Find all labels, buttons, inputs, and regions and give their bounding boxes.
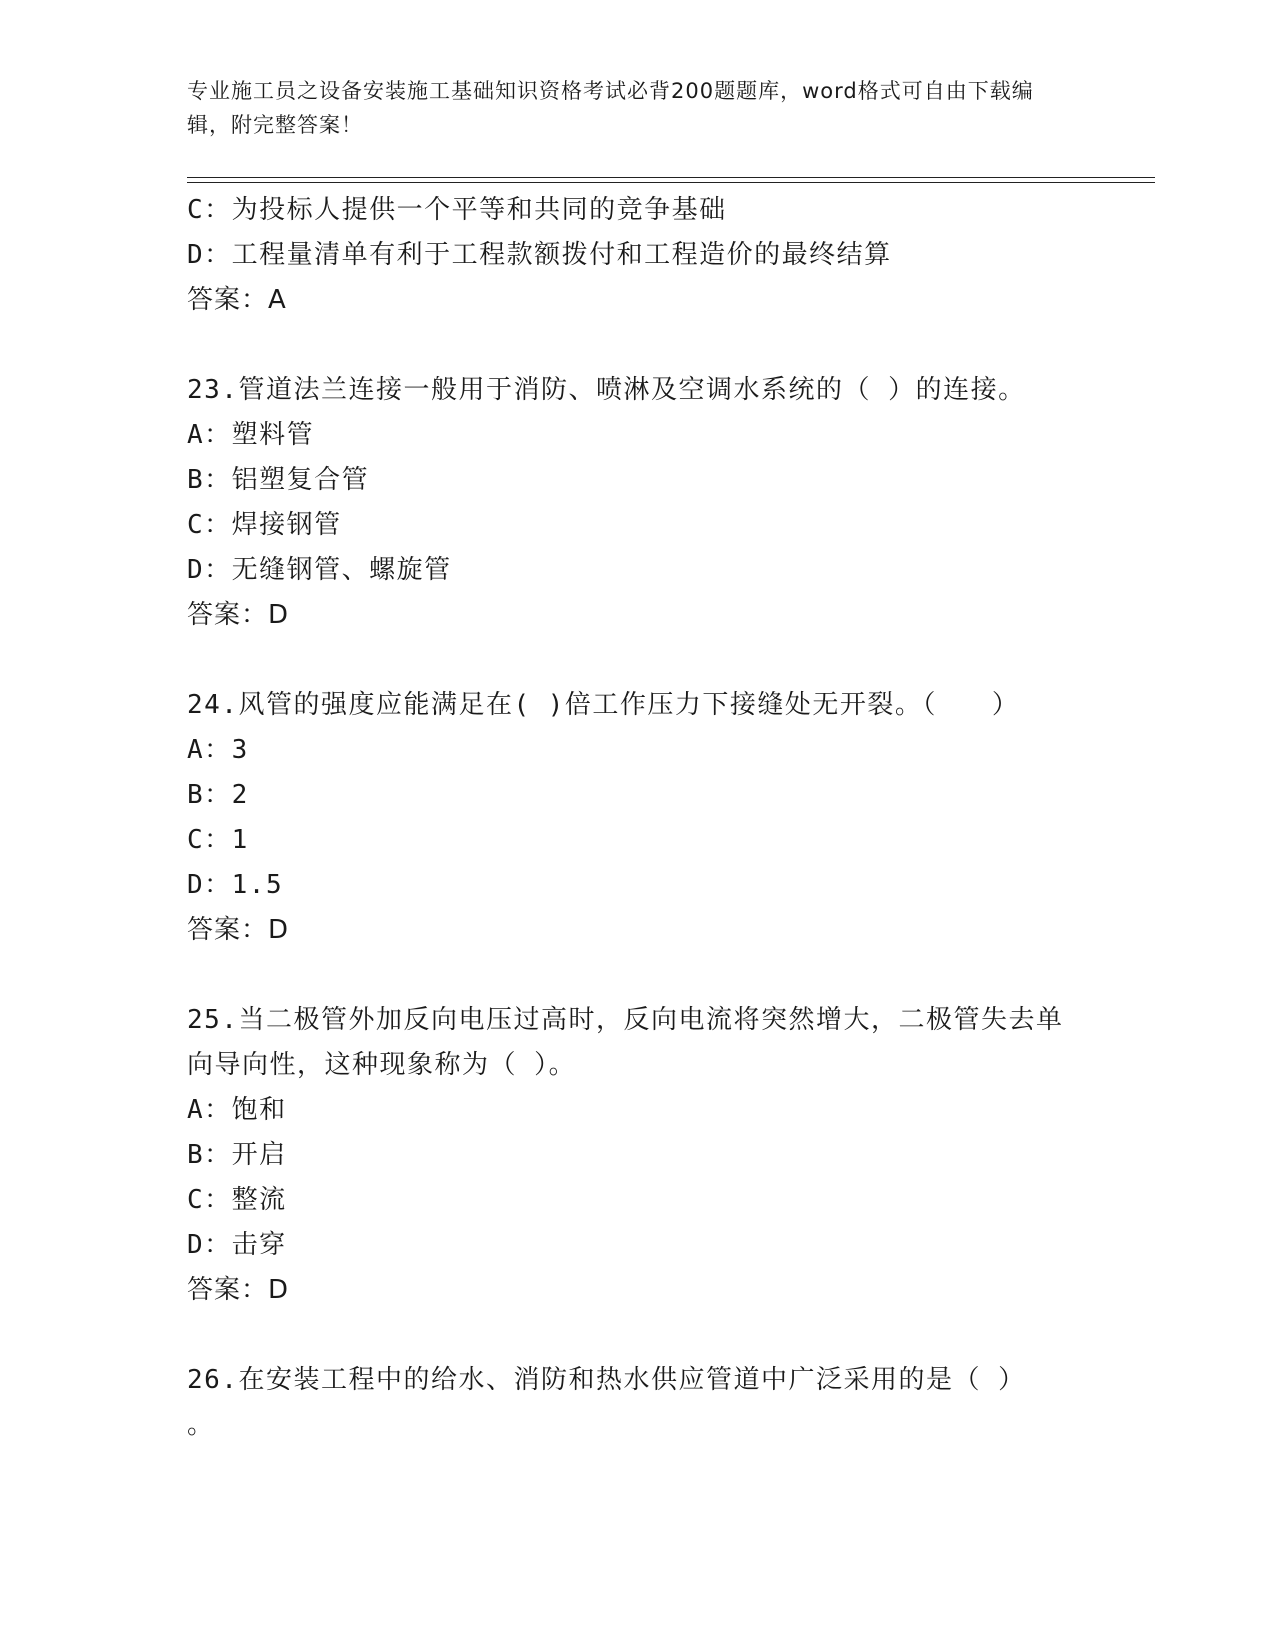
option-c: [187, 1178, 1087, 1223]
option-label: C：: [187, 195, 232, 225]
option-text: 1.5: [231, 870, 284, 900]
option-text: 1: [231, 825, 249, 855]
option-d: [187, 863, 1087, 908]
option-label: B：: [187, 465, 232, 495]
question-stem: 24.风管的强度应能满足在( )倍工作压力下接缝处无开裂。（ ）: [187, 690, 1020, 720]
option-label: A：: [187, 420, 232, 450]
answer-line: 答案：D: [187, 915, 290, 945]
option-label: D：: [187, 555, 232, 585]
option-d: [187, 1223, 1087, 1268]
question-list: [187, 188, 1087, 1448]
option-a: [187, 728, 1087, 773]
option-text: 饱和: [231, 1095, 287, 1125]
spacer: [187, 1313, 1087, 1358]
option-label: C：: [187, 510, 232, 540]
spacer: [187, 323, 1087, 368]
option-text: 工程量清单有利于工程款额拨付和工程造价的最终结算: [231, 240, 892, 270]
option-d: [187, 233, 1087, 278]
spacer: [187, 953, 1087, 998]
question-23: [187, 368, 1087, 638]
header-divider-bottom: [187, 182, 1155, 183]
spacer: [187, 638, 1087, 683]
question-stem: 26.在安装工程中的给水、消防和热水供应管道中广泛采用的是（ ）: [187, 1365, 1026, 1395]
question-25: [187, 998, 1087, 1313]
question-stem: 25.当二极管外加反向电压过高时，反向电流将突然增大，二极管失去单向导向性，这种现象称为（ ）。: [187, 1005, 1064, 1080]
option-b: [187, 1133, 1087, 1178]
option-label: D：: [187, 240, 232, 270]
answer-line: 答案：A: [187, 285, 287, 315]
question-stem: 23.管道法兰连接一般用于消防、喷淋及空调水系统的（ ）的连接。: [187, 375, 1026, 405]
option-text: 塑料管: [231, 420, 315, 450]
header-divider-top: [187, 177, 1155, 178]
option-text: 2: [231, 780, 249, 810]
option-label: A：: [187, 1095, 232, 1125]
option-label: D：: [187, 870, 232, 900]
answer-line: 答案：D: [187, 1275, 290, 1305]
previous-question-tail: [187, 188, 1087, 323]
option-text: 击穿: [231, 1230, 287, 1260]
question-24: [187, 683, 1087, 953]
option-label: C：: [187, 825, 232, 855]
option-c: [187, 503, 1087, 548]
option-label: B：: [187, 1140, 232, 1170]
option-c: [187, 818, 1087, 863]
option-label: B：: [187, 780, 232, 810]
option-text: 开启: [231, 1140, 287, 1170]
option-text: 为投标人提供一个平等和共同的竞争基础: [231, 195, 727, 225]
answer-line: 答案：D: [187, 600, 290, 630]
option-c: [187, 188, 1087, 233]
option-b: [187, 773, 1087, 818]
document-title: 专业施工员之设备安装施工基础知识资格考试必背200题题库，word格式可自由下载编辑，附完整答案！: [187, 79, 1034, 137]
option-label: C：: [187, 1185, 232, 1215]
option-d: [187, 548, 1087, 593]
option-label: A：: [187, 735, 232, 765]
document-header: [187, 74, 1067, 142]
option-a: [187, 1088, 1087, 1133]
option-text: 焊接钢管: [231, 510, 342, 540]
option-a: [187, 413, 1087, 458]
option-label: D：: [187, 1230, 232, 1260]
option-text: 3: [231, 735, 249, 765]
option-b: [187, 458, 1087, 503]
question-26: [187, 1358, 1087, 1448]
option-text: 无缝钢管、螺旋管: [231, 555, 452, 585]
option-text: 铝塑复合管: [231, 465, 370, 495]
question-stem-tail: 。: [187, 1410, 215, 1440]
option-text: 整流: [231, 1185, 287, 1215]
